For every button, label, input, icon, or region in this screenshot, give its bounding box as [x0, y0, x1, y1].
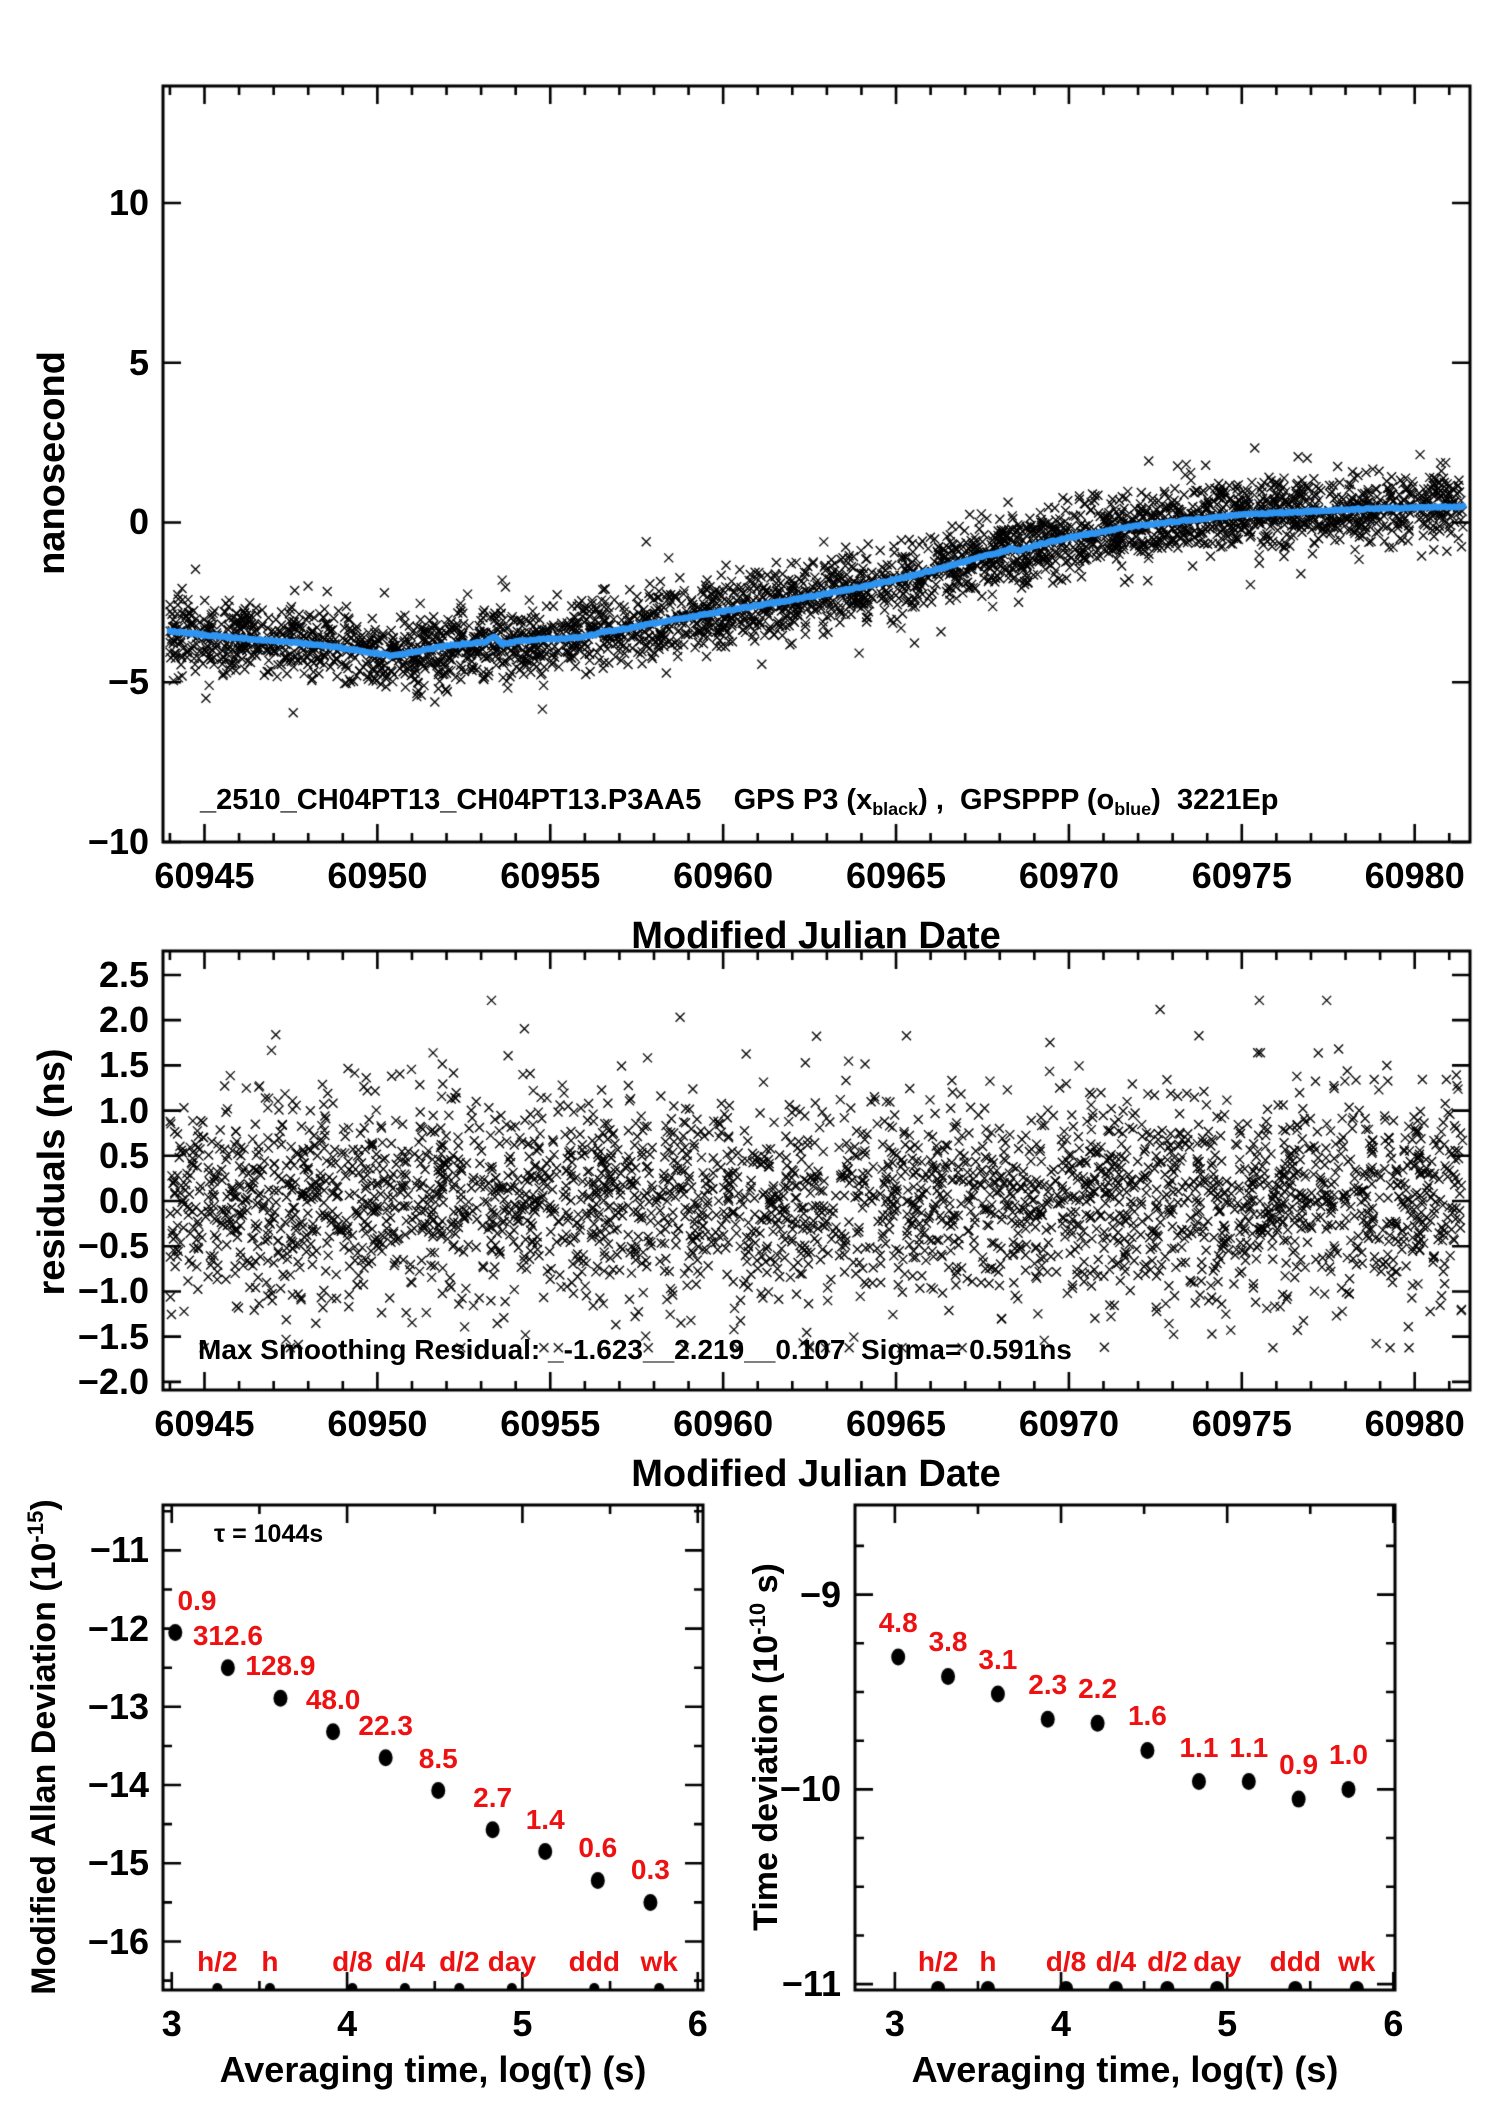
residuals-x-tick-label: 60980 — [1364, 1403, 1465, 1444]
residuals-y-tick-label: 1.0 — [98, 1089, 149, 1131]
mdev-point-value-label: 1.4 — [525, 1803, 565, 1835]
mdev-time-mark-label: ddd — [568, 1946, 620, 1977]
mdev-y-axis-title — [22, 1499, 63, 1995]
phase-legend-text3: ) 3221Ep — [1151, 784, 1279, 816]
phase-legend-text2: ) , GPSPPP (o — [918, 784, 1115, 816]
mdev-point-value-label: 8.5 — [418, 1742, 458, 1774]
residuals-y-tick-label: −2.0 — [77, 1360, 149, 1402]
phase-x-tick-label: 60980 — [1364, 855, 1465, 896]
tdev-point-value-label: 3.1 — [978, 1643, 1018, 1675]
tdev-time-mark-label: d/2 — [1147, 1946, 1188, 1977]
phase-x-tick-label: 60945 — [154, 855, 255, 896]
tdev-time-mark-label: d/8 — [1045, 1946, 1087, 1977]
phase-legend-sub-blue: blue — [1114, 799, 1152, 820]
tdev-y-axis-title — [744, 1563, 785, 1931]
tdev-point-value-label: 1.6 — [1127, 1700, 1167, 1732]
mdev-y-axis-title-text: Modified Allan Deviation (10 — [25, 1542, 63, 1995]
residuals-y-tick-label: −1.0 — [77, 1270, 149, 1312]
phase-x-tick-label: 60960 — [673, 855, 774, 896]
phase-x-axis-title: Modified Julian Date — [631, 915, 1001, 957]
tdev-y-axis-title-exponent: -10 — [744, 1602, 770, 1635]
residuals-note: Max Smoothing Residual: _-1.623__2.219__0.107 Sigma= 0.591ns — [198, 1334, 1072, 1365]
tdev-x-tick-label: 3 — [884, 2003, 905, 2044]
mdev-point-value-label: 0.6 — [578, 1832, 618, 1864]
tdev-y-axis-title-text: Time deviation (10 — [747, 1634, 785, 1931]
tdev-time-mark-label: ddd — [1269, 1946, 1321, 1977]
mdev-time-mark-label: d/8 — [332, 1946, 373, 1977]
tdev-x-axis-title: Averaging time, log(τ) (s) — [911, 2049, 1339, 2090]
residuals-y-tick-label: −1.5 — [77, 1315, 149, 1357]
tdev-point-value-label: 1.0 — [1329, 1739, 1368, 1771]
phase-y-axis-title: nanosecond — [31, 351, 73, 575]
residuals-x-tick-label: 60955 — [500, 1403, 601, 1444]
tdev-time-mark-label: h — [979, 1946, 997, 1977]
residuals-x-tick-label: 60945 — [154, 1403, 255, 1444]
residuals-x-axis-title: Modified Julian Date — [631, 1453, 1001, 1495]
mdev-x-tick-label: 6 — [687, 2003, 708, 2044]
tdev-time-mark-label: d/4 — [1095, 1946, 1137, 1977]
tdev-point-value-label: 3.8 — [928, 1626, 968, 1658]
phase-y-tick-label: 5 — [128, 341, 149, 383]
tdev-time-mark-label: h/2 — [917, 1946, 959, 1977]
mdev-point-value-label: 0.9 — [177, 1584, 217, 1616]
phase-y-tick-label: −5 — [107, 661, 149, 703]
residuals-y-tick-label: 0.0 — [98, 1180, 149, 1222]
residuals-x-tick-label: 60975 — [1191, 1403, 1292, 1444]
mdev-time-mark-label: day — [487, 1946, 537, 1977]
tdev-point-value-label: 2.3 — [1028, 1669, 1068, 1701]
phase-legend-sub-black: black — [872, 799, 919, 820]
residuals-x-tick-label: 60970 — [1018, 1403, 1119, 1444]
mdev-time-mark-label: h — [261, 1946, 279, 1977]
phase-x-tick-label: 60955 — [500, 855, 601, 896]
tdev-point-value-label: 1.1 — [1229, 1731, 1269, 1763]
tdev-point-value-label: 4.8 — [878, 1606, 918, 1638]
mdev-y-tick-label: −13 — [87, 1685, 149, 1727]
residuals-x-tick-label: 60960 — [673, 1403, 774, 1444]
mdev-y-tick-label: −11 — [89, 1529, 149, 1571]
mdev-point-value-label: 2.7 — [473, 1781, 513, 1813]
tdev-point-value-label: 2.2 — [1078, 1673, 1118, 1705]
mdev-point-value-label: 312.6 — [192, 1619, 263, 1651]
phase-y-tick-label: −10 — [87, 821, 149, 862]
tdev-x-tick-label: 5 — [1217, 2003, 1238, 2044]
tdev-y-tick-label: −10 — [779, 1768, 841, 1810]
phase-y-tick-label: 0 — [128, 501, 149, 543]
residuals-y-tick-label: −0.5 — [77, 1225, 149, 1267]
mdev-time-mark-label: d/2 — [439, 1946, 480, 1977]
tdev-y-axis-title-close: s) — [747, 1563, 785, 1603]
phase-x-tick-label: 60970 — [1018, 855, 1119, 896]
mdev-x-tick-label: 4 — [337, 2003, 358, 2044]
mdev-point-value-label: 128.9 — [245, 1650, 316, 1682]
phase-x-tick-label: 60950 — [327, 855, 428, 896]
tdev-x-tick-label: 6 — [1383, 2003, 1404, 2044]
residuals-y-tick-label: 2.5 — [98, 953, 149, 995]
tdev-y-tick-label: −11 — [781, 1963, 841, 2005]
tdev-point-value-label: 0.9 — [1279, 1749, 1319, 1781]
mdev-x-axis-title: Averaging time, log(τ) (s) — [219, 2049, 647, 2090]
mdev-time-mark-label: d/4 — [384, 1946, 426, 1977]
mdev-y-axis-title-close: ) — [25, 1499, 63, 1511]
phase-x-tick-label: 60975 — [1191, 855, 1292, 896]
tdev-time-mark-label: wk — [1338, 1946, 1376, 1977]
mdev-y-axis-title-exponent: -15 — [22, 1510, 48, 1543]
mdev-y-tick-label: −12 — [87, 1607, 149, 1649]
mdev-point-value-label: 22.3 — [358, 1709, 413, 1741]
residuals-y-tick-label: 1.5 — [98, 1044, 149, 1086]
phase-x-tick-label: 60965 — [845, 855, 947, 896]
mdev-time-mark-label: wk — [640, 1946, 678, 1977]
phase-legend-text: _2510_CH04PT13_CH04PT13.P3AA5 GPS P3 (x — [200, 784, 873, 816]
mdev-y-tick-label: −15 — [87, 1842, 149, 1884]
phase-y-tick-label: 10 — [108, 181, 149, 223]
residuals-x-tick-label: 60965 — [845, 1403, 947, 1444]
tdev-time-mark-label: day — [1193, 1946, 1242, 1977]
residuals-x-tick-label: 60950 — [327, 1403, 428, 1444]
mdev-point-value-label: 0.3 — [630, 1854, 670, 1886]
tdev-y-tick-label: −9 — [799, 1573, 841, 1615]
mdev-tau-annotation: τ = 1044s — [214, 1520, 324, 1548]
tdev-point-value-label: 1.1 — [1179, 1731, 1219, 1763]
mdev-y-tick-label: −16 — [87, 1920, 149, 1962]
mdev-y-tick-label: −14 — [87, 1764, 149, 1806]
residuals-y-tick-label: 0.5 — [98, 1134, 149, 1176]
residuals-y-axis-title: residuals (ns) — [31, 1048, 73, 1296]
mdev-point-value-label: 48.0 — [305, 1683, 361, 1715]
mdev-x-tick-label: 5 — [512, 2003, 533, 2044]
phase-legend — [200, 784, 1279, 820]
residuals-y-tick-label: 2.0 — [98, 999, 149, 1041]
mdev-x-tick-label: 3 — [161, 2003, 182, 2044]
tdev-x-tick-label: 4 — [1051, 2003, 1072, 2044]
mdev-time-mark-label: h/2 — [197, 1946, 238, 1977]
